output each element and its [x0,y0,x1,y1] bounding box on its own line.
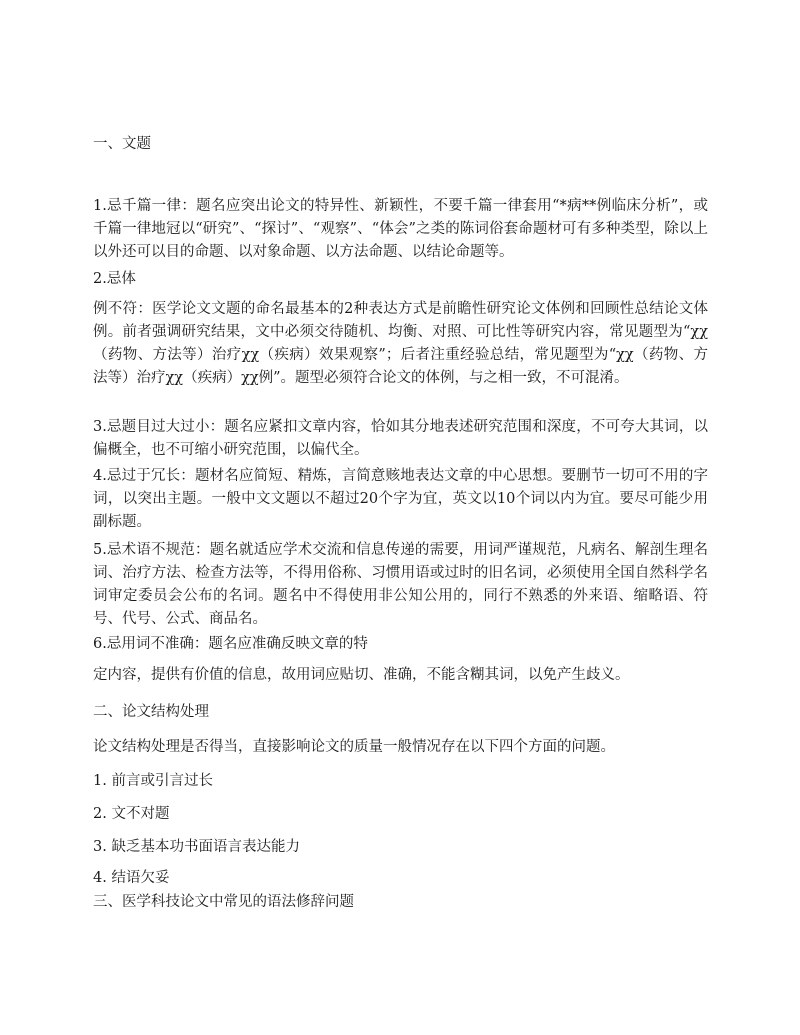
paragraph-structure-intro: 论文结构处理是否得当，直接影响论文的质量一般情况存在以下四个方面的问题。 [93,739,615,755]
section-heading-grammar: 三、医学科技论文中常见的语法修辞问题 [93,894,354,910]
list-item-conclusion: 4. 结语欠妥 [93,870,170,886]
paragraph-style-mismatch: 例不符：医学论文文题的命名最基本的2种表达方式是前瞻性研究论文体例和回顾性总结论文体例。前者强调研究结果，文中必须交待随机、均衡、对照、可比性等研究内容，常见题型为“χχ（药物、方法等）治疗χχ（疾病）效果观察”；后者注重经验总结，常见题型为“χχ（药物、方法等）治疗χχ（疾病）χχ例”。题型必须符合论文的体例，与之相一致，不可混淆。 [93,301,708,386]
list-item-preface: 1. 前言或引言过长 [93,773,213,789]
section-heading-title: 一、文题 [93,136,151,152]
paragraph-word-choice: 6.忌用词不准确：题名应准确反映文章的特 [93,636,368,652]
list-item-off-topic: 2. 文不对题 [93,806,170,822]
section-heading-structure: 二、论文结构处理 [93,704,209,720]
paragraph-avoid-style-heading: 2.忌体 [93,271,136,287]
list-item-expression: 3. 缺乏基本功书面语言表达能力 [93,839,300,855]
paragraph-avoid-uniformity: 1.忌千篇一律：题名应突出论文的特异性、新颖性，不要千篇一律套用“*病**例临床分析”，或千篇一律地冠以“研究”、“探讨”、“观察”、“体会”之类的陈词俗套命题材可有多种类型，除以上以外还可以目的命题、以对象命题、以方法命题、以结论命题等。 [93,198,708,260]
paragraph-terminology: 5.忌术语不规范：题名就适应学术交流和信息传递的需要，用词严谨规范，凡病名、解剖生理名词、治疗方法、检查方法等，不得用俗称、习惯用语或过时的旧名词，必须使用全国自然科学名词审定委员会公布的名词。题名中不得使用非公知公用的，同行不熟悉的外来语、缩略语、符号、代号、公式、商品名。 [93,542,708,627]
paragraph-title-scope: 3.忌题目过大过小：题名应紧扣文章内容，恰如其分地表述研究范围和深度，不可夸大其词，以偏概全，也不可缩小研究范围，以偏代全。 [93,419,708,458]
paragraph-word-choice-continued: 定内容，提供有价值的信息，故用词应贴切、准确，不能含糊其词，以免产生歧义。 [93,667,630,683]
paragraph-too-long: 4.忌过于冗长：题材名应简短、精炼，言简意赅地表达文章的中心思想。要删节一切可不用的字词，以突出主题。一般中文文题以不超过20个字为宜，英文以10个词以内为宜。要尽可能少用副标题。 [93,468,708,530]
